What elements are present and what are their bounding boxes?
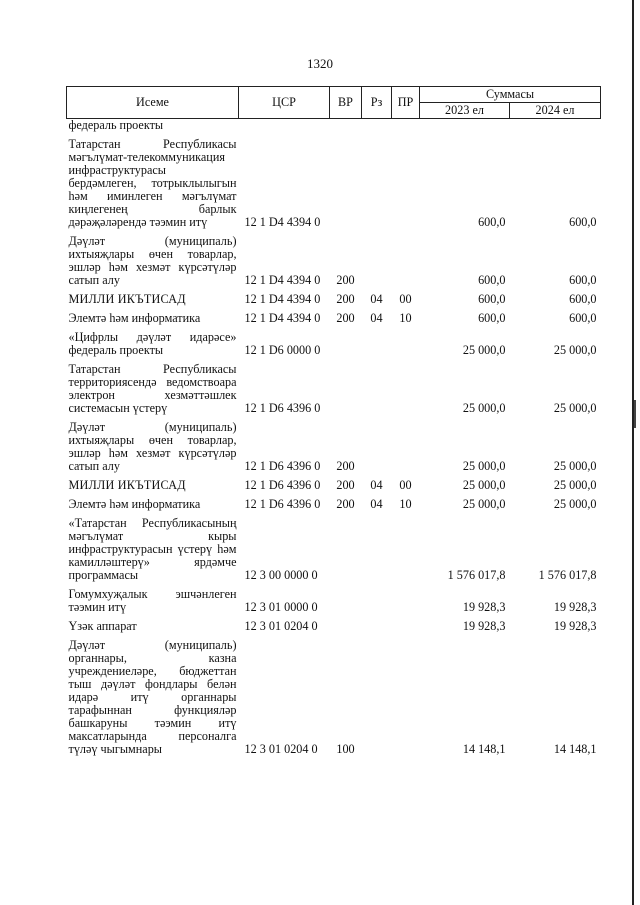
header-vr: ВР — [330, 87, 362, 119]
row-vr — [330, 616, 362, 635]
table-row — [67, 584, 601, 616]
row-rz: 04 — [370, 292, 383, 306]
row-rz — [362, 327, 392, 359]
row-csr: 12 1 D6 4396 0 — [244, 459, 321, 473]
row-name: Элемтә һәм информатика — [68, 311, 201, 325]
row-amount-2024 — [510, 119, 601, 135]
row-pr — [392, 327, 420, 359]
row-csr: 12 1 D6 0000 0 — [244, 343, 321, 357]
row-name: Дәүләт (муниципаль) ихтыяҗлары өчен товарлар, эшләр һәм хезмәт күрсәтүләр сатып алу — [68, 234, 237, 287]
row-amount-2024: 600,0 — [569, 311, 597, 325]
row-rz: 04 — [370, 497, 383, 511]
row-amount-2023: 600,0 — [478, 215, 506, 229]
row-vr: 200 — [336, 311, 355, 325]
row-vr — [330, 327, 362, 359]
row-name: Гомумхуҗалык эшчәнлеген тәэмин итү — [68, 587, 237, 614]
row-pr — [392, 616, 420, 635]
row-rz — [362, 417, 392, 475]
row-amount-2024: 19 928,3 — [553, 600, 597, 614]
row-vr: 200 — [336, 478, 355, 492]
row-amount-2023: 25 000,0 — [462, 478, 506, 492]
row-csr: 12 1 D4 4394 0 — [244, 273, 321, 287]
row-amount-2024: 25 000,0 — [553, 401, 597, 415]
table-row — [67, 359, 601, 417]
row-rz — [362, 616, 392, 635]
row-amount-2023: 1 576 017,8 — [447, 568, 506, 582]
row-amount-2023: 25 000,0 — [462, 401, 506, 415]
table-row — [67, 119, 601, 135]
row-amount-2024: 25 000,0 — [553, 343, 597, 357]
row-amount-2023: 600,0 — [478, 273, 506, 287]
page-number: 1320 — [307, 56, 333, 71]
row-amount-2023: 25 000,0 — [462, 343, 506, 357]
row-vr — [330, 513, 362, 584]
header-pr: ПР — [392, 87, 420, 119]
row-rz — [362, 359, 392, 417]
row-name: МИЛЛИ ИКЪТИСАД — [68, 292, 186, 306]
table-row — [67, 494, 601, 513]
row-vr: 200 — [336, 459, 355, 473]
row-pr — [392, 134, 420, 231]
row-amount-2024: 600,0 — [569, 273, 597, 287]
row-amount-2024: 600,0 — [569, 215, 597, 229]
header-year-2024: 2024 ел — [510, 103, 601, 119]
row-rz: 04 — [370, 478, 383, 492]
table-row — [67, 231, 601, 289]
table-row — [67, 475, 601, 494]
row-pr: 00 — [399, 478, 412, 492]
row-vr — [330, 584, 362, 616]
row-csr: 12 1 D4 4394 0 — [244, 311, 321, 325]
row-pr: 10 — [399, 497, 412, 511]
row-name: Дәүләт (муниципаль) органнары, казна учреждениеләре, бюджеттан тыш дәүләт фондлары белән идарә итү органнары тарафыннан функцияләр башкаруны тәэмин итү максатларында персоналга түләү чыгымнары — [68, 638, 237, 756]
header-name: Исеме — [67, 87, 239, 119]
table-body — [67, 119, 601, 759]
table-row — [67, 635, 601, 758]
table-row — [67, 308, 601, 327]
row-vr: 200 — [336, 292, 355, 306]
row-rz — [362, 119, 392, 135]
row-csr: 12 1 D6 4396 0 — [244, 478, 321, 492]
row-name: Элемтә һәм информатика — [68, 497, 201, 511]
row-amount-2024: 19 928,3 — [553, 619, 597, 633]
row-vr — [330, 359, 362, 417]
row-amount-2023 — [420, 119, 510, 135]
row-pr — [392, 635, 420, 758]
header-row — [67, 87, 601, 103]
row-amount-2024: 25 000,0 — [553, 478, 597, 492]
row-pr — [392, 119, 420, 135]
row-csr: 12 3 00 0000 0 — [244, 568, 318, 582]
row-amount-2024: 25 000,0 — [553, 459, 597, 473]
scan-edge — [632, 0, 634, 905]
row-csr — [239, 119, 330, 135]
row-csr: 12 3 01 0204 0 — [244, 619, 318, 633]
row-vr — [330, 134, 362, 231]
row-pr — [392, 513, 420, 584]
row-pr: 10 — [399, 311, 412, 325]
row-amount-2023: 600,0 — [478, 292, 506, 306]
row-pr — [392, 359, 420, 417]
table-row — [67, 513, 601, 584]
table-row — [67, 134, 601, 231]
row-vr: 200 — [336, 273, 355, 287]
table-row — [67, 289, 601, 308]
row-rz — [362, 513, 392, 584]
row-csr: 12 1 D6 4396 0 — [244, 497, 321, 511]
row-amount-2023: 25 000,0 — [462, 459, 506, 473]
row-name: «Татарстан Республикасының мәгълүмат кыры инфраструктурасын үстерү һәм камилләштерү» ярдәмче программасы — [68, 516, 237, 582]
header-sums: Суммасы — [420, 87, 601, 103]
row-name: Үзәк аппарат — [68, 619, 137, 633]
row-pr: 00 — [399, 292, 412, 306]
table-row — [67, 417, 601, 475]
budget-table — [66, 86, 601, 758]
row-name: Дәүләт (муниципаль) ихтыяҗлары өчен товарлар, эшләр һәм хезмәт күрсәтүләр сатып алу — [68, 420, 237, 473]
table-row — [67, 327, 601, 359]
row-vr: 100 — [336, 742, 355, 756]
row-amount-2023: 600,0 — [478, 311, 506, 325]
row-csr: 12 1 D6 4396 0 — [244, 401, 321, 415]
row-rz: 04 — [370, 311, 383, 325]
row-name: федераль проекты — [68, 118, 164, 132]
row-csr: 12 3 01 0000 0 — [244, 600, 318, 614]
row-csr: 12 3 01 0204 0 — [244, 742, 318, 756]
row-amount-2024: 14 148,1 — [553, 742, 597, 756]
row-vr — [330, 119, 362, 135]
row-amount-2023: 19 928,3 — [462, 600, 506, 614]
scan-mark — [634, 400, 636, 428]
row-pr — [392, 584, 420, 616]
row-amount-2023: 14 148,1 — [462, 742, 506, 756]
row-vr: 200 — [336, 497, 355, 511]
header-rz: Рз — [362, 87, 392, 119]
row-name: Татарстан Республикасы мәгълүмат-телекоммуникация инфраструктурасы бердәмлеген, тотрыклылыгын һәм иминлеген мәгълүмат киңлегенең барлык дәрәҗәләрендә тәэмин итү — [68, 137, 237, 229]
row-rz — [362, 134, 392, 231]
row-rz — [362, 635, 392, 758]
row-rz — [362, 231, 392, 289]
row-name: Татарстан Республикасы территориясендә ведомствоара электрон хезмәттәшлек системасын үстерү — [68, 362, 237, 415]
row-amount-2023: 25 000,0 — [462, 497, 506, 511]
row-name: «Цифрлы дәүләт идарәсе» федераль проекты — [68, 330, 237, 357]
row-rz — [362, 584, 392, 616]
row-csr: 12 1 D4 4394 0 — [244, 292, 321, 306]
row-pr — [392, 417, 420, 475]
header-csr: ЦСР — [239, 87, 330, 119]
row-amount-2023: 19 928,3 — [462, 619, 506, 633]
row-amount-2024: 1 576 017,8 — [538, 568, 597, 582]
row-csr: 12 1 D4 4394 0 — [244, 215, 321, 229]
row-amount-2024: 25 000,0 — [553, 497, 597, 511]
row-amount-2024: 600,0 — [569, 292, 597, 306]
row-pr — [392, 231, 420, 289]
header-year-2023: 2023 ел — [420, 103, 510, 119]
table-row — [67, 616, 601, 635]
row-name: МИЛЛИ ИКЪТИСАД — [68, 478, 186, 492]
